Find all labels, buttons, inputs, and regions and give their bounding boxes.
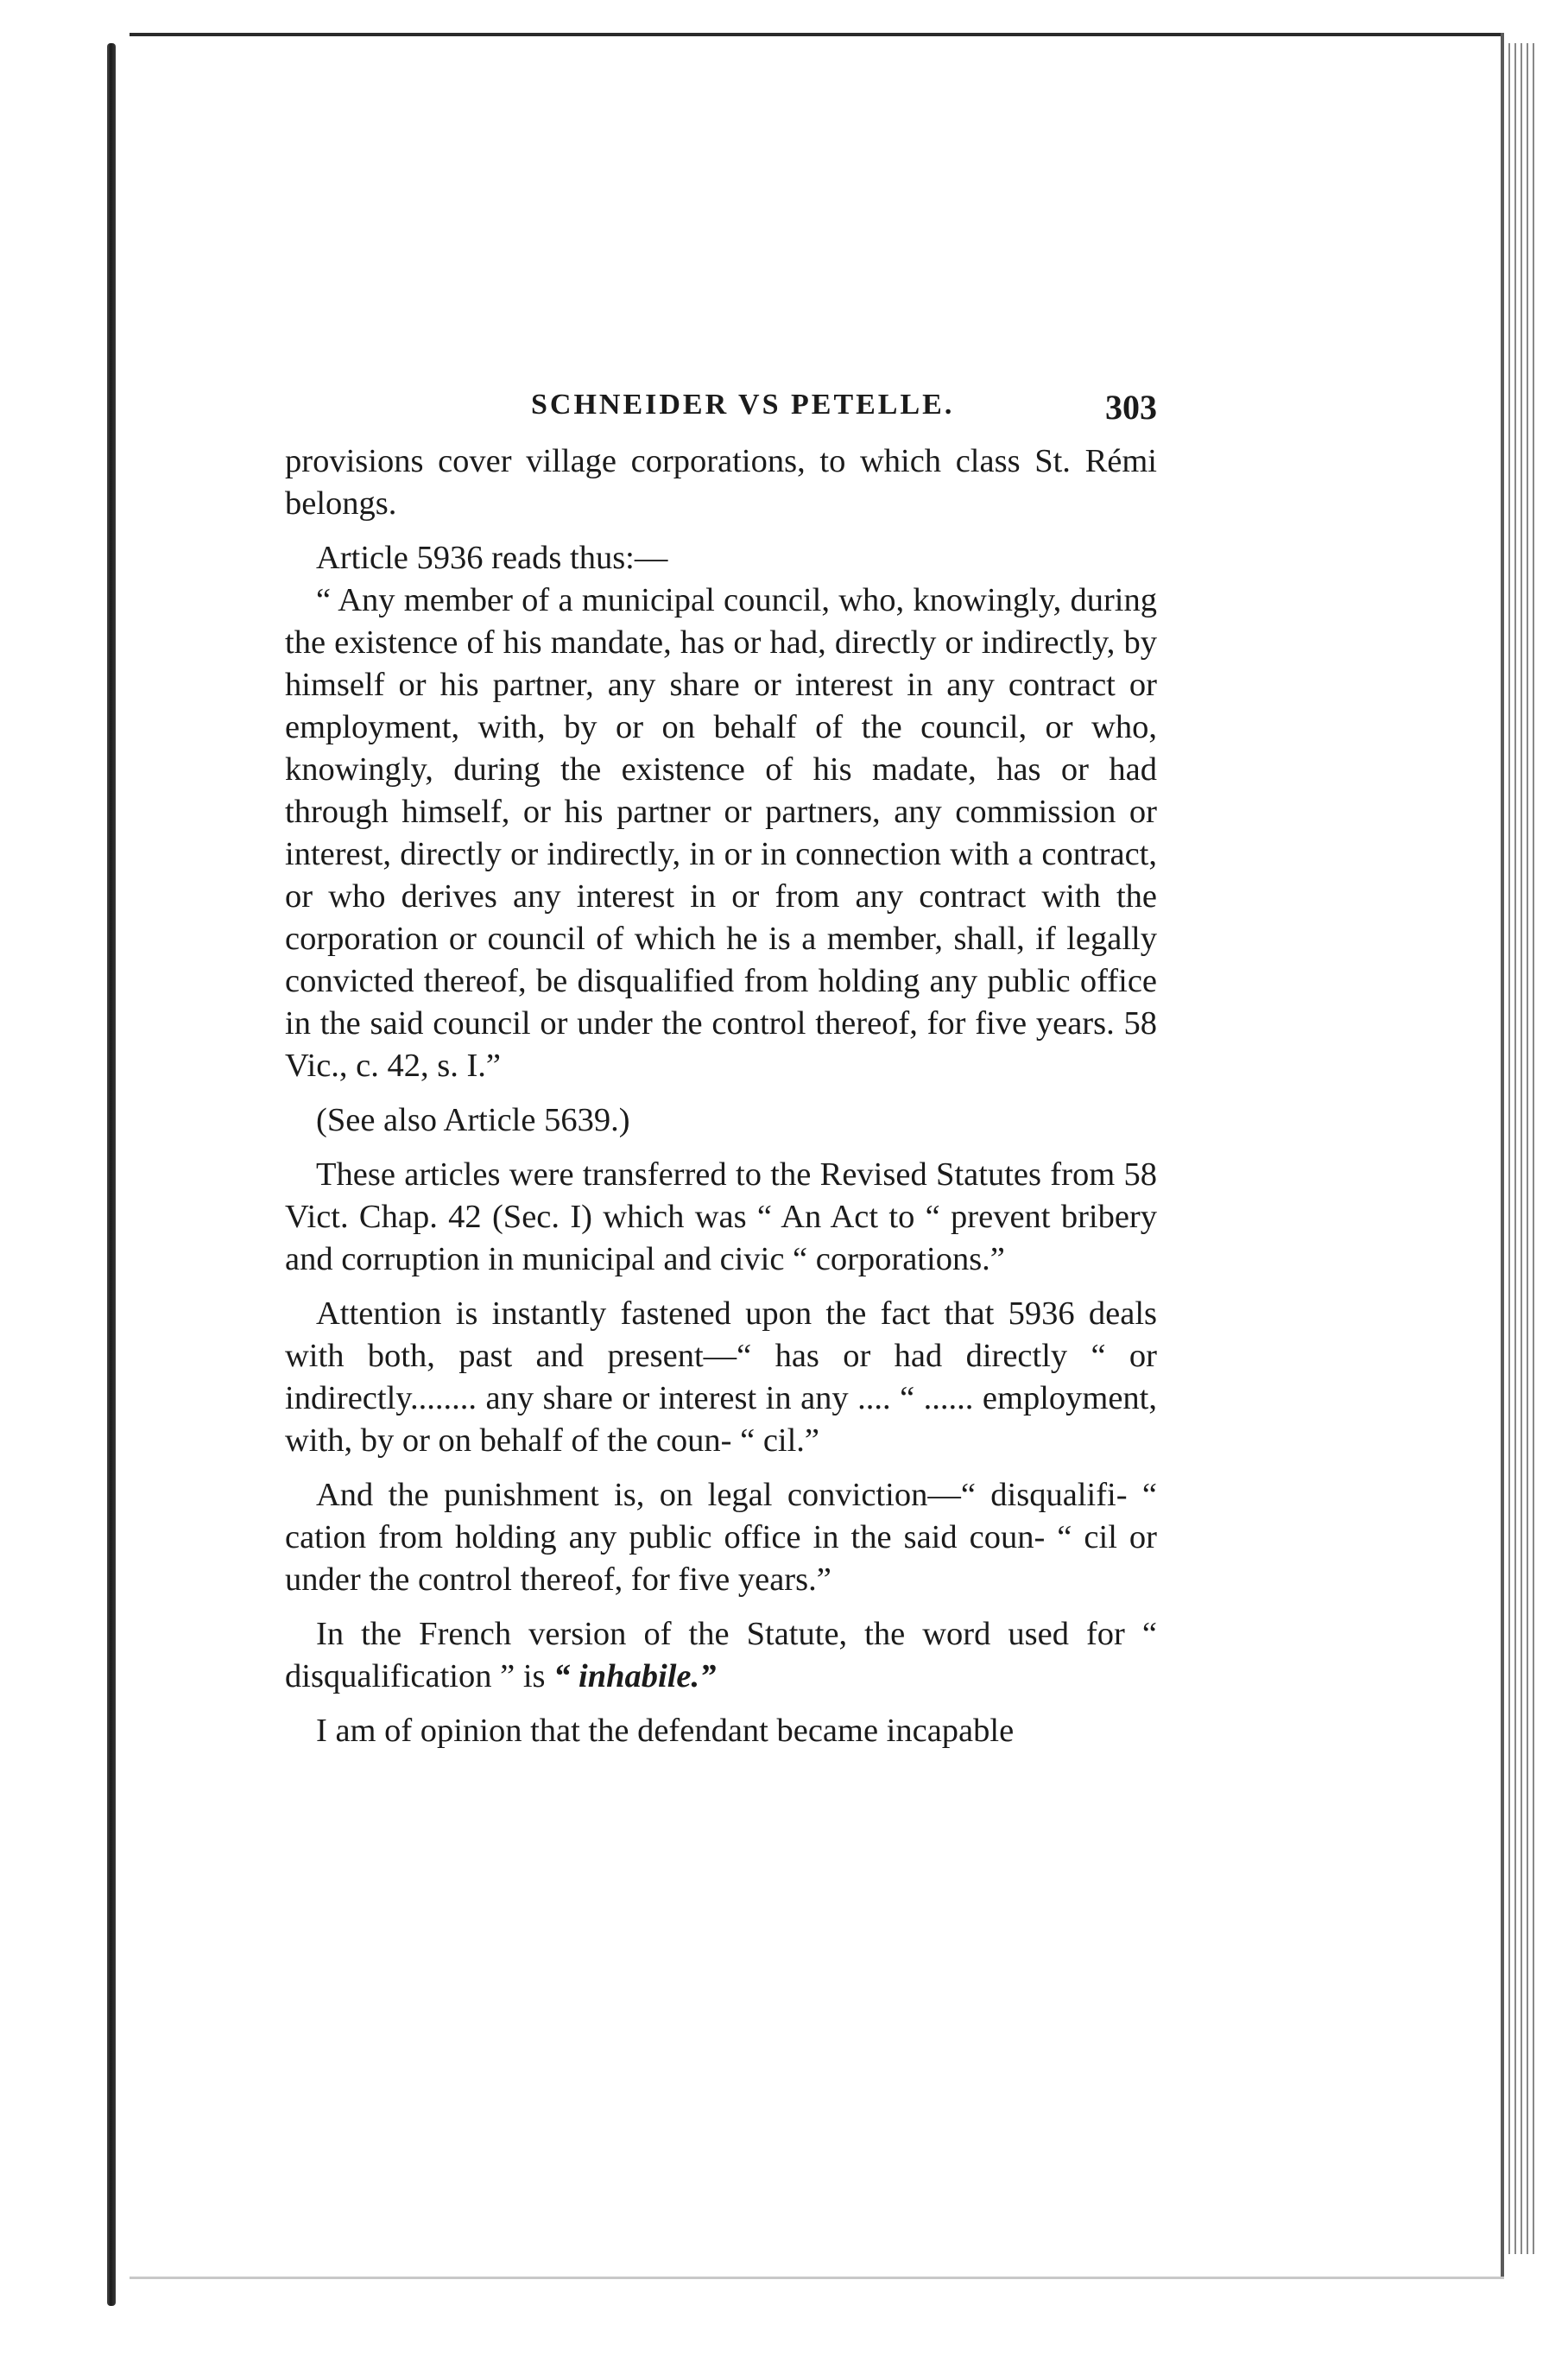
running-title: SCHNEIDER VS PETELLE. [531, 389, 955, 421]
paragraph-french-version [285, 1613, 1157, 1698]
paragraph-see-also: (See also Article 5639.) [316, 1102, 630, 1138]
scan-background [0, 0, 1568, 35]
paragraph-punishment: And the punishment is, on legal conviction—“ disqualifi- “ cation from holding any public office in the said coun- “ cil or under the control thereof, for five years.” [285, 1477, 1157, 1598]
paragraph-continuation: provisions cover village corporations, to which class St. Rémi belongs. [285, 443, 1157, 522]
body-text [285, 440, 1157, 1752]
stacked-page-edges [1504, 43, 1539, 2254]
paragraph-revised-statutes: These articles were transferred to the Revised Statutes from 58 Vict. Chap. 42 (Sec. I) which was “ An Act to “ prevent bribery and corruption in municipal and civic “ corporations.” [285, 1156, 1157, 1277]
paragraph-opinion: I am of opinion that the defendant became incapable [316, 1713, 1015, 1749]
paragraph-article-intro: Article 5936 reads thus:— [316, 540, 668, 576]
running-head [285, 389, 1157, 440]
page-number: 303 [1105, 388, 1157, 427]
italic-term-inhabile: “ inhabile.” [553, 1658, 717, 1694]
french-version-text: In the French version of the Statute, the word used for “ disqualification ” is [285, 1616, 1157, 1694]
book-page [285, 389, 1157, 1752]
paragraph-article-quote: “ Any member of a municipal council, who, knowingly, during the existence of his mandate, has or had, directly or indirectly, by himself or his partner, any share or interest in any contract or employment, with, by or on behalf of the council, or who, knowingly, during the existence of his madate, has or had through himself, or his partner or partners, any commission or interest, directly or indirectly, in or in connection with a contract, or who derives any interest in or from any contract with the corporation or council of which he is a member, shall, if legally convicted thereof, be disqualified from holding any public office in the said council or under the control thereof, for five years. 58 Vic., c. 42, s. I.” [285, 582, 1157, 1084]
paragraph-attention: Attention is instantly fastened upon the fact that 5936 deals with both, past and present—“ has or had directly “ or indirectly........ any share or interest in any .... “ ...... employment, with, by or on behalf of the coun- “ cil.” [285, 1295, 1157, 1459]
page-top-edge [130, 33, 1502, 36]
book-gutter-shadow [107, 43, 116, 2306]
page-bottom-edge [130, 2277, 1504, 2279]
